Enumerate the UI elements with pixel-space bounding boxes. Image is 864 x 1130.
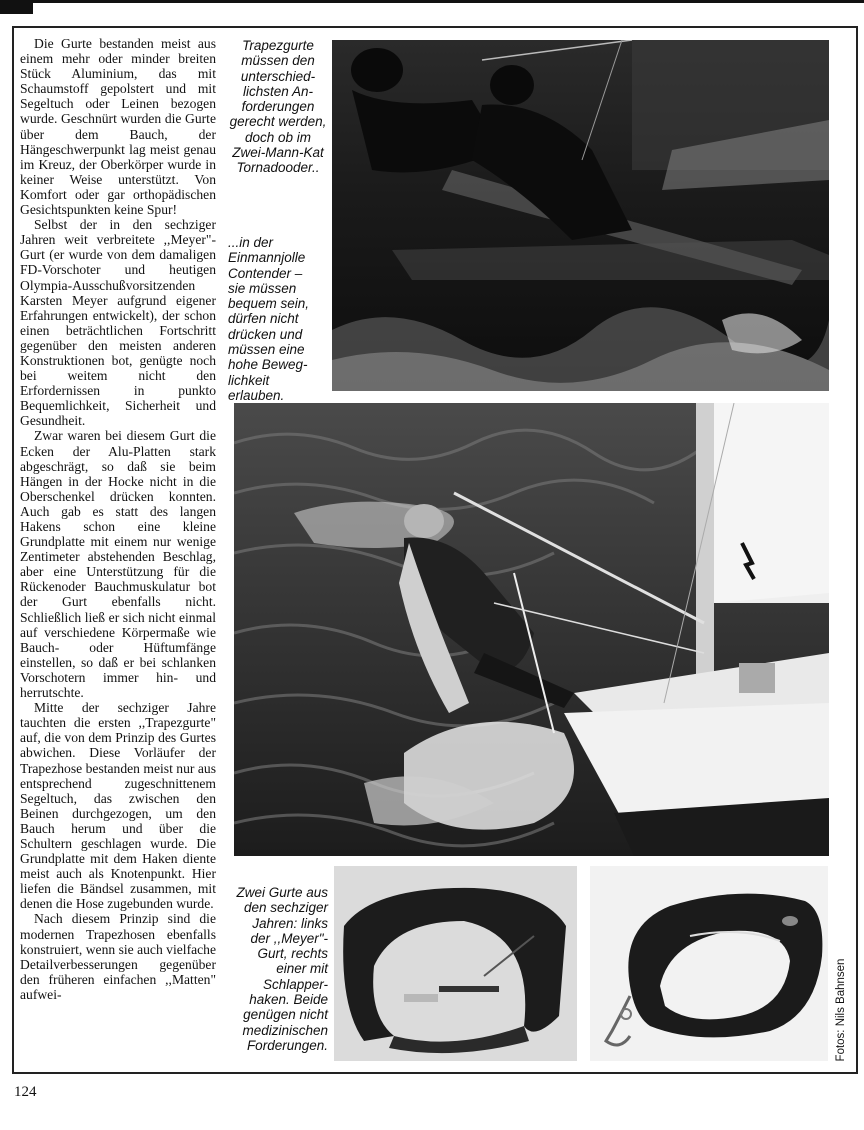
page-number: 124 [14, 1084, 37, 1100]
caption-contender: ...in der Einmannjolle Contender – sie müssen bequem sein, dürfen nicht drücken und müssen eine hohe Beweg-lichkeit erlauben. [228, 235, 310, 403]
photo-meyer-harness [334, 866, 577, 1061]
caption-tornado: Trapezgurte müssen den unterschied-lichsten An-forderungen gerecht werden, doch ob im Zwei-Mann-Kat Tornadooder.. [229, 38, 327, 176]
photo-tornado-crew [332, 40, 829, 391]
photo-snap-hook-harness [590, 866, 828, 1061]
article-paragraph: Mitte der sechziger Jahre tauchten die ersten ,,Trapezgurte" auf, die von dem Prinzip des Gurtes abwichen. Diese Vorläufer der Trapezhose bestanden meist nur aus entsprechend zugeschnittenem Segeltuch, das zwischen den Beinen durchgezogen, um den Bauch herum und über die Schultern geschlagen wurde. Die Grundplatte mit dem Haken diente meist auch als Knotenpunkt. Hier liefen die Bändsel zusammen, mit denen die Hose zugebunden wurde. [20, 700, 216, 912]
article-paragraph: Zwar waren bei diesem Gurt die Ecken der Alu-Platten stark abgeschrägt, so daß sie beim Hängen in der Hocke nicht in die Oberschenkel drücken konnten. Auch gab es statt des langen Hakens schon eine kleine Grundplatte mit einem nur wenige Zentimeter abstehenden Beschlag, aber eine Unterstützung für die Rückenoder Bauchmuskulatur bot der Gurt ebenfalls nicht. Schließlich ließ er sich nicht einmal auf verschiedene Körpermaße wie Bauch- oder Hüftumfänge einstellen, so daß er bei schlanken Vorschotern immer hin- und herrutschte. [20, 428, 216, 701]
photo-credit [829, 955, 853, 1065]
page-corner-tab [0, 0, 33, 14]
article-paragraph: Nach diesem Prinzip sind die modernen Trapezhosen ebenfalls konstruiert, wenn sie auch vielfache Detailverbesserungen gegenüber den früheren einfachen ,,Matten" aufwei- [20, 911, 216, 1002]
article-paragraph: Die Gurte bestanden meist aus einem mehr oder minder breiten Stück Aluminium, das mit Schaumstoff gepolstert und mit Segeltuch oder Leinen bezogen wurde. Geschnürt wurden die Gurte über dem Bauch, der Hängeschwerpunkt lag meist genau im Kreuz, der Oberkörper wurde in keiner Weise unterstützt. Von Komfort oder gar orthopädischen Gesichtspunkten keine Spur! [20, 36, 216, 218]
top-rule [0, 0, 864, 3]
article-paragraph: Selbst der in den sechziger Jahren weit verbreitete ,,Meyer"-Gurt (er wurde von dem damaligen FD-Vorschoter und heutigen Olympia-Ausschußvorsitzenden Karsten Meyer aufgrund eigener Erfahrungen entwickelt), der schon einen beträchtlichen Fortschritt gegenüber den meisten anderen Konstruktionen bot, genügte noch bei weitem nicht den Erfordernissen in punkto Bequemlichkeit, Sicherheit und Gesundheit. [20, 217, 216, 429]
photo-credit-text: Fotos: Nils Bahnsen [835, 958, 847, 1062]
photo-contender-sailor [234, 403, 829, 856]
caption-harnesses: Zwei Gurte aus den sechziger Jahren: links der ,,Meyer"-Gurt, rechts einer mit Schlapper-haken. Beide genügen nicht medizinischen Forderungen. [236, 885, 328, 1053]
article-body-column [20, 36, 216, 1066]
